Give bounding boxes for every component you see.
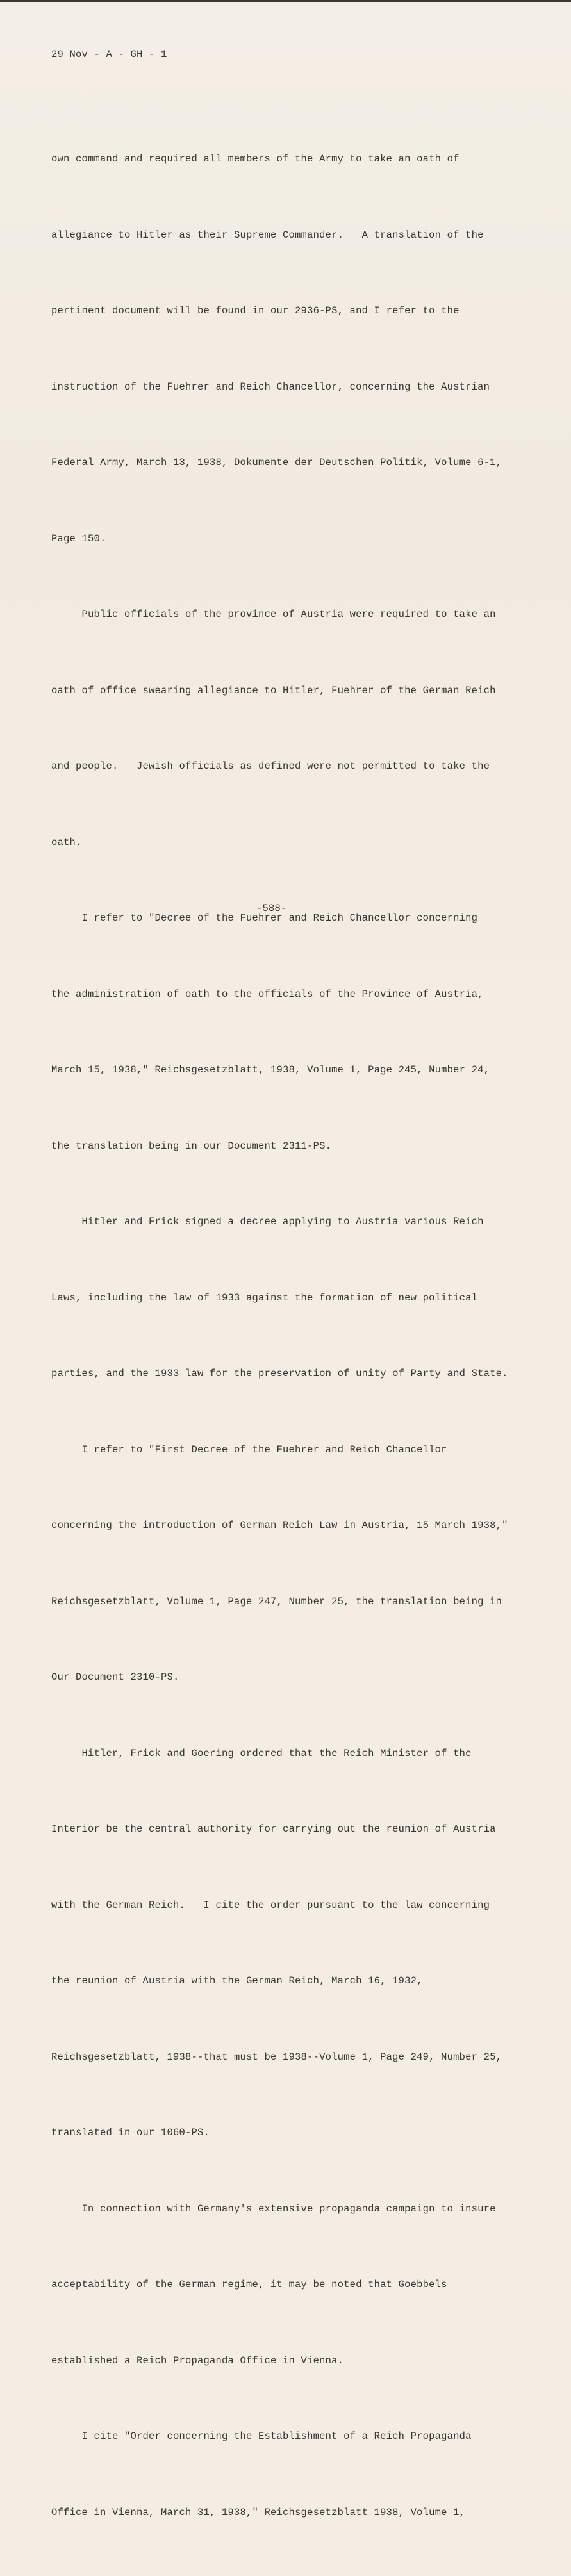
body-line: Office in Vienna, March 31, 1938," Reichsgesetzblatt 1938, Volume 1, xyxy=(51,2506,466,2518)
body-line: I refer to "Decree of the Fuehrer and Reich Chancellor concerning xyxy=(51,912,478,924)
body-line: the administration of oath to the officials of the Province of Austria, xyxy=(51,988,484,1000)
body-line: concerning the introduction of German Reich Law in Austria, 15 March 1938," xyxy=(51,1520,508,1531)
body-line: the reunion of Austria with the German Reich, March 16, 1932, xyxy=(51,1975,423,1987)
body-line: instruction of the Fuehrer and Reich Chancellor, concerning the Austrian xyxy=(51,381,490,393)
body-line: I cite "Order concerning the Establishment of a Reich Propaganda xyxy=(51,2431,472,2442)
body-line: March 15, 1938," Reichsgesetzblatt, 1938, Volume 1, Page 245, Number 24, xyxy=(51,1064,490,1076)
body-line: Reichsgesetzblatt, 1938--that must be 1938--Volume 1, Page 249, Number 25, xyxy=(51,2051,502,2063)
body-line: Hitler, Frick and Goering ordered that the Reich Minister of the xyxy=(51,1747,472,1759)
body-line: allegiance to Hitler as their Supreme Commander. A translation of the xyxy=(51,229,484,241)
body-line: acceptability of the German regime, it may be noted that Goebbels xyxy=(51,2279,447,2290)
body-line: established a Reich Propaganda Office in Vienna. xyxy=(51,2354,344,2367)
body-line: with the German Reich. I cite the order pursuant to the law concerning xyxy=(51,1899,490,1911)
body-line: I refer to "First Decree of the Fuehrer and Reich Chancellor xyxy=(51,1443,447,1456)
body-line: translated in our 1060-PS. xyxy=(51,2127,210,2138)
body-line: Hitler and Frick signed a decree applying to Austria various Reich xyxy=(51,1216,484,1227)
body-line: Federal Army, March 13, 1938, Dokumente der Deutschen Politik, Volume 6-1, xyxy=(51,457,502,468)
body-line: Public officials of the province of Austria were required to take an xyxy=(51,609,496,620)
page-top-edge xyxy=(0,0,571,2)
body-line: Interior be the central authority for carrying out the reunion of Austria xyxy=(51,1823,496,1835)
body-line: In connection with Germany's extensive propaganda campaign to insure xyxy=(51,2203,496,2215)
body-line: Reichsgesetzblatt, Volume 1, Page 247, Number 25, the translation being in xyxy=(51,1595,502,1607)
page-number: -588- xyxy=(256,903,287,914)
body-line: the translation being in our Document 2311-PS. xyxy=(51,1140,332,1152)
document-body xyxy=(51,96,508,2576)
document-header-reference: 29 Nov - A - GH - 1 xyxy=(51,49,167,60)
body-line: pertinent document will be found in our 2936-PS, and I refer to the xyxy=(51,305,459,316)
body-line: and people. Jewish officials as defined were not permitted to take the xyxy=(51,760,490,772)
body-line: parties, and the 1933 law for the preservation of unity of Party and State. xyxy=(51,1368,508,1379)
body-line: Laws, including the law of 1933 against the formation of new political xyxy=(51,1292,478,1304)
body-line: Our Document 2310-PS. xyxy=(51,1671,179,1683)
body-line: Page 150. xyxy=(51,532,106,545)
body-line: oath. xyxy=(51,836,82,848)
body-line: oath of office swearing allegiance to Hitler, Fuehrer of the German Reich xyxy=(51,684,496,696)
body-line: own command and required all members of the Army to take an oath of xyxy=(51,153,459,165)
